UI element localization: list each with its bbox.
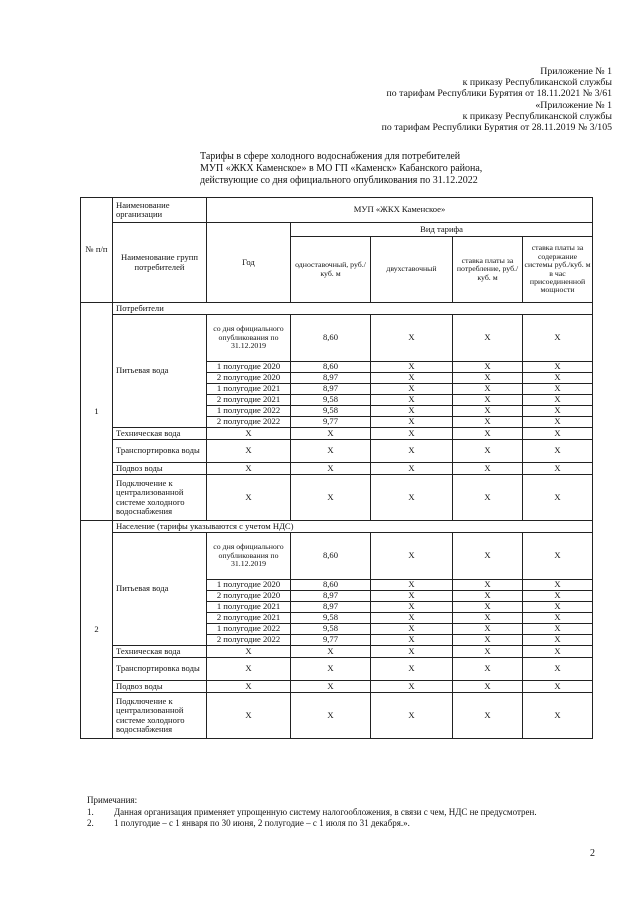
- x-cell: X: [207, 658, 291, 681]
- x-cell: X: [453, 646, 523, 658]
- header-org-value: МУП «ЖКХ Каменское»: [207, 198, 593, 223]
- x-cell: X: [523, 635, 593, 646]
- x-cell: X: [453, 373, 523, 384]
- period-cell: 2 полугодие 2021: [207, 613, 291, 624]
- x-cell: X: [371, 613, 453, 624]
- tariff-value: 9,58: [291, 406, 371, 417]
- x-cell: X: [371, 373, 453, 384]
- header-org-label: Наименование организации: [113, 198, 207, 223]
- x-cell: X: [291, 475, 371, 521]
- x-cell: X: [523, 624, 593, 635]
- x-cell: X: [453, 635, 523, 646]
- table-row: [81, 315, 593, 362]
- tariff-value: 8,97: [291, 384, 371, 395]
- x-cell: X: [523, 417, 593, 428]
- x-cell: X: [207, 475, 291, 521]
- transport-row: [81, 658, 593, 681]
- x-cell: X: [453, 591, 523, 602]
- x-cell: X: [371, 602, 453, 613]
- x-cell: X: [291, 658, 371, 681]
- x-cell: X: [291, 440, 371, 463]
- x-cell: X: [523, 428, 593, 440]
- title-line: действующие со дня официального опубликования по 31.12.2022: [200, 175, 478, 186]
- x-cell: X: [523, 658, 593, 681]
- tariff-value: 8,60: [291, 533, 371, 580]
- x-cell: X: [453, 580, 523, 591]
- section-heading-row: [81, 303, 593, 315]
- note-text: Данная организация применяет упрощенную систему налогообложения, в связи с чем, НДС не предусмотрен.: [114, 806, 537, 817]
- header-double-rate: двухставочный: [371, 237, 453, 303]
- x-cell: X: [453, 475, 523, 521]
- consumer-group-label: Техническая вода: [113, 428, 207, 440]
- x-cell: X: [371, 406, 453, 417]
- period-cell: 1 полугодие 2020: [207, 580, 291, 591]
- x-cell: X: [371, 624, 453, 635]
- header-line: «Приложение № 1: [535, 99, 612, 111]
- x-cell: X: [453, 624, 523, 635]
- tariff-value: 9,58: [291, 624, 371, 635]
- tariff-value: 8,60: [291, 580, 371, 591]
- x-cell: X: [291, 693, 371, 739]
- technical-water-row: [81, 646, 593, 658]
- tariff-value: 8,60: [291, 362, 371, 373]
- x-cell: X: [453, 440, 523, 463]
- tariff-value: 8,60: [291, 315, 371, 362]
- consumer-group-label: Техническая вода: [113, 646, 207, 658]
- x-cell: X: [453, 417, 523, 428]
- x-cell: X: [291, 681, 371, 693]
- x-cell: X: [453, 384, 523, 395]
- x-cell: X: [371, 681, 453, 693]
- note-item: [87, 818, 537, 830]
- consumer-group-label: Транспортировка воды: [113, 658, 207, 681]
- section-heading: Потребители: [113, 303, 593, 315]
- section-heading-row: [81, 521, 593, 533]
- x-cell: X: [523, 406, 593, 417]
- x-cell: X: [371, 580, 453, 591]
- tariff-value: 9,58: [291, 395, 371, 406]
- x-cell: X: [207, 693, 291, 739]
- x-cell: X: [371, 475, 453, 521]
- period-cell: 1 полугодие 2021: [207, 602, 291, 613]
- period-cell: 2 полугодие 2020: [207, 373, 291, 384]
- x-cell: X: [291, 463, 371, 475]
- technical-water-row: [81, 428, 593, 440]
- tariff-value: 8,97: [291, 591, 371, 602]
- x-cell: X: [523, 580, 593, 591]
- x-cell: X: [453, 693, 523, 739]
- x-cell: X: [207, 646, 291, 658]
- x-cell: X: [371, 362, 453, 373]
- header-line: к приказу Республиканской службы: [462, 77, 612, 89]
- x-cell: X: [291, 428, 371, 440]
- title-line: Тарифы в сфере холодного водоснабжения для потребителей: [200, 151, 461, 162]
- x-cell: X: [371, 440, 453, 463]
- x-cell: X: [523, 384, 593, 395]
- x-cell: X: [523, 395, 593, 406]
- tariff-table: [80, 197, 593, 739]
- header-year: Год: [207, 223, 291, 303]
- note-number: 1.: [87, 806, 94, 817]
- header-num: № п/п: [81, 198, 113, 303]
- x-cell: X: [371, 646, 453, 658]
- x-cell: X: [207, 681, 291, 693]
- notes: [87, 795, 537, 830]
- header-consumption-rate: ставка платы за потребление, руб./ куб. м: [453, 237, 523, 303]
- period-cell: 2 полугодие 2022: [207, 417, 291, 428]
- header-line: Приложение № 1: [540, 66, 612, 77]
- section-number: 2: [81, 521, 113, 739]
- x-cell: X: [371, 463, 453, 475]
- x-cell: X: [453, 533, 523, 580]
- consumer-group-label: Транспортировка воды: [113, 440, 207, 463]
- x-cell: X: [523, 646, 593, 658]
- section-heading: Население (тарифы указываются с учетом НДС): [113, 521, 593, 533]
- header-single-rate: одноставочный, руб./ куб. м: [291, 237, 371, 303]
- header-groups: Наименование групп потребителей: [113, 223, 207, 303]
- drinking-water-label: Питьевая вода: [113, 315, 207, 428]
- x-cell: X: [371, 693, 453, 739]
- transport-row: [81, 440, 593, 463]
- document-header: [382, 66, 612, 133]
- delivery-row: [81, 681, 593, 693]
- x-cell: X: [207, 440, 291, 463]
- x-cell: X: [371, 635, 453, 646]
- connection-row: [81, 475, 593, 521]
- x-cell: X: [371, 533, 453, 580]
- x-cell: X: [523, 315, 593, 362]
- x-cell: X: [523, 591, 593, 602]
- x-cell: X: [291, 646, 371, 658]
- period-cell: 1 полугодие 2021: [207, 384, 291, 395]
- period-cell: 1 полугодие 2020: [207, 362, 291, 373]
- x-cell: X: [371, 395, 453, 406]
- consumer-group-label: Подвоз воды: [113, 463, 207, 475]
- x-cell: X: [453, 315, 523, 362]
- document-title: [200, 151, 482, 187]
- x-cell: X: [371, 428, 453, 440]
- x-cell: X: [523, 475, 593, 521]
- x-cell: X: [523, 362, 593, 373]
- header-line: по тарифам Республики Бурятия от 18.11.2021 № 3/61: [386, 88, 612, 100]
- x-cell: X: [523, 693, 593, 739]
- x-cell: X: [207, 463, 291, 475]
- x-cell: X: [523, 440, 593, 463]
- tariff-value: 9,77: [291, 417, 371, 428]
- table-row: [81, 533, 593, 580]
- x-cell: X: [207, 428, 291, 440]
- x-cell: X: [453, 681, 523, 693]
- x-cell: X: [453, 463, 523, 475]
- x-cell: X: [371, 417, 453, 428]
- period-cell: со дня официального опубликования по 31.12.2019: [207, 315, 291, 362]
- notes-heading: Примечания:: [87, 795, 138, 805]
- x-cell: X: [523, 373, 593, 384]
- tariff-value: 8,97: [291, 602, 371, 613]
- delivery-row: [81, 463, 593, 475]
- note-number: 2.: [87, 818, 94, 829]
- page-number: 2: [590, 848, 595, 859]
- tariff-value: 9,77: [291, 635, 371, 646]
- tariff-value: 8,97: [291, 373, 371, 384]
- title-line: МУП «ЖКХ Каменское» в МО ГП «Каменск» Кабанского района,: [200, 163, 483, 174]
- x-cell: X: [453, 406, 523, 417]
- x-cell: X: [453, 428, 523, 440]
- x-cell: X: [371, 315, 453, 362]
- header-line: по тарифам Республики Бурятия от 28.11.2019 № 3/105: [381, 122, 612, 134]
- connection-row: [81, 693, 593, 739]
- period-cell: 2 полугодие 2021: [207, 395, 291, 406]
- consumer-group-label: Подключение к централизованной системе холодного водоснабжения: [113, 475, 207, 521]
- x-cell: X: [523, 533, 593, 580]
- period-cell: 1 полугодие 2022: [207, 624, 291, 635]
- consumer-group-label: Подвоз воды: [113, 681, 207, 693]
- x-cell: X: [371, 658, 453, 681]
- drinking-water-label: Питьевая вода: [113, 533, 207, 646]
- x-cell: X: [453, 602, 523, 613]
- period-cell: со дня официального опубликования по 31.12.2019: [207, 533, 291, 580]
- period-cell: 2 полугодие 2020: [207, 591, 291, 602]
- x-cell: X: [453, 362, 523, 373]
- period-cell: 2 полугодие 2022: [207, 635, 291, 646]
- x-cell: X: [453, 395, 523, 406]
- note-text: 1 полугодие – с 1 января по 30 июня, 2 полугодие – с 1 июля по 31 декабря.».: [114, 818, 410, 829]
- header-tariff-type: Вид тарифа: [291, 223, 593, 237]
- consumer-group-label: Подключение к централизованной системе холодного водоснабжения: [113, 693, 207, 739]
- x-cell: X: [453, 658, 523, 681]
- x-cell: X: [523, 613, 593, 624]
- x-cell: X: [453, 613, 523, 624]
- section-number: 1: [81, 303, 113, 521]
- header-capacity-rate: ставка платы за содержание системы руб./куб. м в час присоединенной мощности: [523, 237, 593, 303]
- header-line: к приказу Республиканской службы: [462, 110, 612, 122]
- note-item: [87, 807, 537, 819]
- x-cell: X: [371, 384, 453, 395]
- tariff-value: 9,58: [291, 613, 371, 624]
- period-cell: 1 полугодие 2022: [207, 406, 291, 417]
- x-cell: X: [371, 591, 453, 602]
- x-cell: X: [523, 463, 593, 475]
- x-cell: X: [523, 681, 593, 693]
- x-cell: X: [523, 602, 593, 613]
